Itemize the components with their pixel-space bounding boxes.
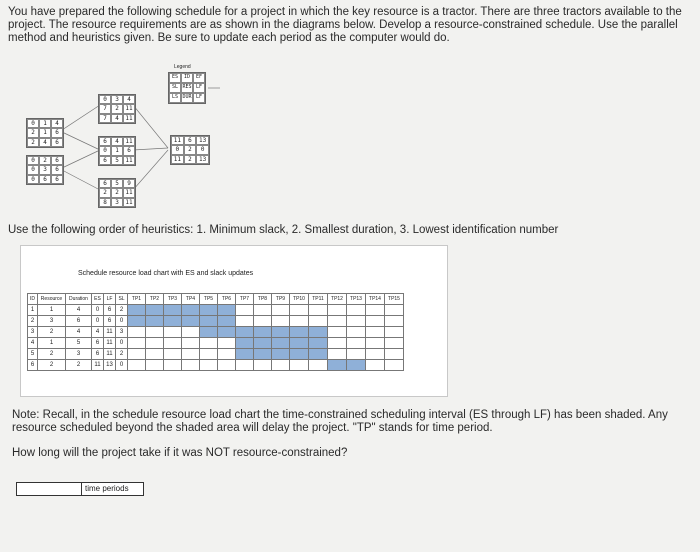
period-cell[interactable] (290, 316, 309, 327)
period-cell[interactable] (254, 327, 272, 338)
table-row (28, 305, 404, 316)
period-cell[interactable] (182, 305, 200, 316)
chart-header-tp11: TP11 (309, 294, 328, 305)
period-cell[interactable] (347, 316, 366, 327)
cell-duration: 3 (66, 349, 92, 360)
cell-lf: 6 (104, 305, 116, 316)
answer-unit-label: time periods (82, 482, 144, 496)
period-cell[interactable] (182, 360, 200, 371)
period-cell[interactable] (128, 305, 146, 316)
period-cell[interactable] (164, 360, 182, 371)
period-cell[interactable] (236, 305, 254, 316)
period-cell[interactable] (272, 316, 290, 327)
chart-header-tp1: TP1 (128, 294, 146, 305)
period-cell[interactable] (272, 360, 290, 371)
period-cell[interactable] (366, 338, 385, 349)
cell-resource: 1 (38, 305, 66, 316)
cell-es: 0 (92, 316, 104, 327)
cell-sl: 3 (116, 327, 128, 338)
period-cell[interactable] (128, 327, 146, 338)
period-cell[interactable] (146, 327, 164, 338)
period-cell[interactable] (366, 327, 385, 338)
chart-header-tp3: TP3 (164, 294, 182, 305)
period-cell[interactable] (272, 305, 290, 316)
period-cell[interactable] (164, 338, 182, 349)
chart-header-tp9: TP9 (272, 294, 290, 305)
resource-load-chart-title: Schedule resource load chart with ES and slack updates (78, 270, 254, 277)
cell-sl: 2 (116, 349, 128, 360)
period-cell[interactable] (290, 327, 309, 338)
chart-header-tp4: TP4 (182, 294, 200, 305)
chart-header-tp8: TP8 (254, 294, 272, 305)
period-cell[interactable] (218, 316, 236, 327)
period-cell[interactable] (328, 316, 347, 327)
chart-header-tp5: TP5 (200, 294, 218, 305)
cell-id: 1 (28, 305, 38, 316)
chart-header-tp12: TP12 (328, 294, 347, 305)
period-cell[interactable] (164, 327, 182, 338)
chart-header-tp14: TP14 (366, 294, 385, 305)
period-cell[interactable] (290, 305, 309, 316)
period-cell[interactable] (309, 327, 328, 338)
cell-resource: 2 (38, 327, 66, 338)
period-cell[interactable] (146, 305, 164, 316)
period-cell[interactable] (272, 338, 290, 349)
period-cell[interactable] (218, 327, 236, 338)
chart-header-es: ES (92, 294, 104, 305)
period-cell[interactable] (200, 349, 218, 360)
period-cell[interactable] (347, 360, 366, 371)
period-cell[interactable] (146, 349, 164, 360)
period-cell[interactable] (385, 327, 404, 338)
period-cell[interactable] (272, 349, 290, 360)
period-cell[interactable] (236, 316, 254, 327)
cell-id: 4 (28, 338, 38, 349)
period-cell[interactable] (328, 349, 347, 360)
cell-sl: 0 (116, 316, 128, 327)
cell-resource: 2 (38, 349, 66, 360)
period-cell[interactable] (200, 360, 218, 371)
cell-resource: 1 (38, 338, 66, 349)
note-text: Note: Recall, in the schedule resource load chart the time-constrained scheduling interval (ES through LF) has been shaded. Any resource scheduled beyond the shaded area will delay the project. "TP" stands for time period. (12, 409, 668, 434)
chart-header-resource: Resource (38, 294, 66, 305)
cell-lf: 13 (104, 360, 116, 371)
cell-duration: 5 (66, 338, 92, 349)
chart-header-tp10: TP10 (290, 294, 309, 305)
network-legend-title: Legend (174, 64, 191, 70)
period-cell[interactable] (236, 360, 254, 371)
period-cell[interactable] (146, 338, 164, 349)
period-cell[interactable] (309, 305, 328, 316)
period-cell[interactable] (182, 327, 200, 338)
table-row (28, 316, 404, 327)
period-cell[interactable] (128, 316, 146, 327)
network-node-5: 6 5 9 2 2 11 8 3 11 (98, 178, 136, 208)
period-cell[interactable] (309, 338, 328, 349)
period-cell[interactable] (272, 327, 290, 338)
period-cell[interactable] (182, 316, 200, 327)
table-row (28, 338, 404, 349)
period-cell[interactable] (254, 305, 272, 316)
period-cell[interactable] (128, 349, 146, 360)
cell-id: 2 (28, 316, 38, 327)
period-cell[interactable] (254, 349, 272, 360)
network-diagram (0, 0, 700, 220)
period-cell[interactable] (146, 316, 164, 327)
period-cell[interactable] (328, 305, 347, 316)
chart-header-tp13: TP13 (347, 294, 366, 305)
answer-field-group (16, 482, 144, 496)
period-cell[interactable] (347, 349, 366, 360)
period-cell[interactable] (309, 360, 328, 371)
cell-duration: 6 (66, 316, 92, 327)
period-cell[interactable] (218, 305, 236, 316)
period-cell[interactable] (164, 316, 182, 327)
period-cell[interactable] (128, 338, 146, 349)
cell-duration: 2 (66, 360, 92, 371)
period-cell[interactable] (218, 360, 236, 371)
period-cell[interactable] (128, 360, 146, 371)
period-cell[interactable] (366, 349, 385, 360)
period-cell[interactable] (309, 316, 328, 327)
chart-header-tp7: TP7 (236, 294, 254, 305)
period-cell[interactable] (218, 338, 236, 349)
period-cell[interactable] (385, 360, 404, 371)
cell-resource: 2 (38, 360, 66, 371)
period-cell[interactable] (290, 338, 309, 349)
chart-header-sl: SL (116, 294, 128, 305)
period-cell[interactable] (218, 349, 236, 360)
chart-header-tp15: TP15 (385, 294, 404, 305)
cell-lf: 11 (104, 338, 116, 349)
cell-id: 3 (28, 327, 38, 338)
cell-duration: 4 (66, 305, 92, 316)
period-cell[interactable] (236, 338, 254, 349)
cell-es: 0 (92, 305, 104, 316)
table-row (28, 360, 404, 371)
period-cell[interactable] (290, 349, 309, 360)
cell-es: 11 (92, 360, 104, 371)
cell-id: 5 (28, 349, 38, 360)
network-node-4: 6 4 11 0 1 6 6 5 11 (98, 136, 136, 166)
period-cell[interactable] (200, 327, 218, 338)
period-cell[interactable] (200, 305, 218, 316)
chart-header-duration: Duration (66, 294, 92, 305)
period-cell[interactable] (236, 327, 254, 338)
period-cell[interactable] (200, 338, 218, 349)
period-cell[interactable] (182, 338, 200, 349)
period-cell[interactable] (347, 327, 366, 338)
cell-duration: 4 (66, 327, 92, 338)
cell-lf: 11 (104, 327, 116, 338)
period-cell[interactable] (385, 305, 404, 316)
period-cell[interactable] (385, 316, 404, 327)
cell-es: 6 (92, 349, 104, 360)
chart-header-tp6: TP6 (218, 294, 236, 305)
period-cell[interactable] (146, 360, 164, 371)
period-cell[interactable] (164, 305, 182, 316)
cell-lf: 6 (104, 316, 116, 327)
question-text: How long will the project take if it was NOT resource-constrained? (12, 447, 348, 459)
table-row (28, 327, 404, 338)
period-cell[interactable] (254, 338, 272, 349)
period-cell[interactable] (254, 360, 272, 371)
period-cell[interactable] (385, 338, 404, 349)
problem-intro-text: You have prepared the following schedule for a project in which the key resource is a tractor. There are three tractors available to the project. The resource requirements are as shown in the diagrams below. Develop a resource-constrained schedule. Use the parallel method and heuristics given. Be sure to update each period as the computer would do. (8, 6, 682, 44)
period-cell[interactable] (328, 338, 347, 349)
period-cell[interactable] (328, 327, 347, 338)
period-cell[interactable] (328, 360, 347, 371)
period-cell[interactable] (290, 360, 309, 371)
period-cell[interactable] (385, 349, 404, 360)
network-node-1: 0 1 4 2 1 6 2 4 6 (26, 118, 64, 148)
network-node-2: 0 2 6 0 3 6 0 6 6 (26, 155, 64, 185)
period-cell[interactable] (200, 316, 218, 327)
network-legend: ES ID EF SL RES LF LS DUR LF (168, 72, 206, 104)
period-cell[interactable] (347, 305, 366, 316)
cell-lf: 11 (104, 349, 116, 360)
cell-id: 6 (28, 360, 38, 371)
period-cell[interactable] (254, 316, 272, 327)
period-cell[interactable] (236, 349, 254, 360)
network-node-3: 0 3 4 7 2 11 7 4 11 (98, 94, 136, 124)
network-node-6: 11 6 13 0 2 0 11 2 13 (170, 135, 210, 165)
period-cell[interactable] (182, 349, 200, 360)
cell-sl: 2 (116, 305, 128, 316)
period-cell[interactable] (309, 349, 328, 360)
cell-es: 4 (92, 327, 104, 338)
resource-load-table (27, 293, 404, 371)
cell-es: 6 (92, 338, 104, 349)
period-cell[interactable] (366, 316, 385, 327)
answer-input[interactable] (16, 482, 82, 496)
period-cell[interactable] (164, 349, 182, 360)
heuristics-text: Use the following order of heuristics: 1. Minimum slack, 2. Smallest duration, 3. Lowest identification number (8, 224, 559, 236)
cell-sl: 0 (116, 360, 128, 371)
period-cell[interactable] (366, 360, 385, 371)
cell-resource: 3 (38, 316, 66, 327)
period-cell[interactable] (366, 305, 385, 316)
chart-header-id: ID (28, 294, 38, 305)
period-cell[interactable] (347, 338, 366, 349)
table-row (28, 349, 404, 360)
chart-header-lf: LF (104, 294, 116, 305)
chart-header-tp2: TP2 (146, 294, 164, 305)
cell-sl: 0 (116, 338, 128, 349)
